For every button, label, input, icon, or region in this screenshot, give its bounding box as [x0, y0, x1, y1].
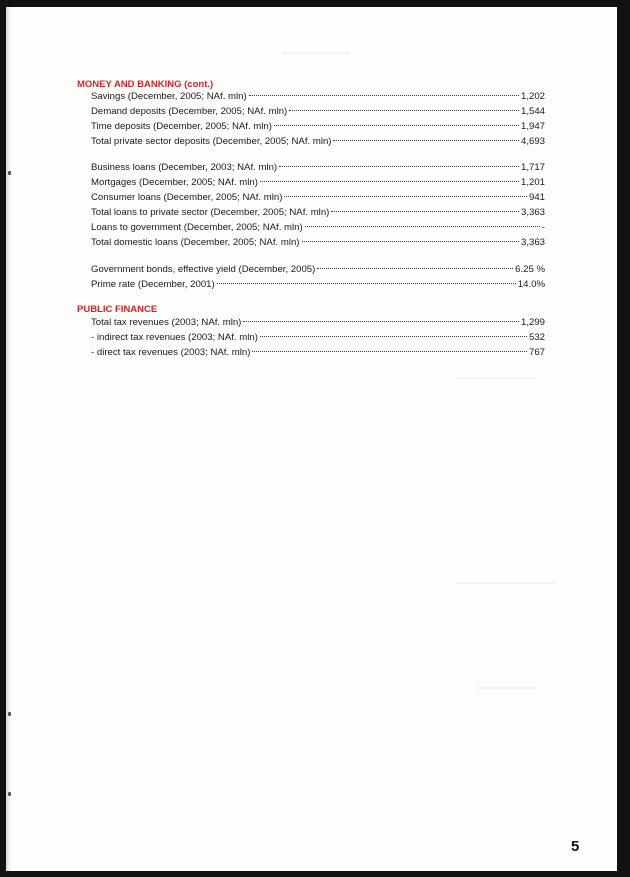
dot-leader — [260, 336, 527, 337]
section-heading-public-finance: PUBLIC FINANCE — [77, 304, 158, 315]
item-value: 14.0% — [517, 279, 545, 290]
list-item — [91, 192, 545, 206]
item-value: 1,544 — [520, 106, 545, 117]
item-value: 4,693 — [520, 136, 545, 147]
dot-leader — [243, 321, 519, 322]
item-label: Total domestic loans (December, 2005; NAf. mln) — [91, 237, 300, 248]
page-number: 5 — [571, 838, 580, 855]
item-value: 3,363 — [520, 207, 545, 218]
list-item — [91, 332, 545, 346]
binding-mark — [8, 171, 11, 175]
list-item — [91, 91, 545, 105]
item-value: 6.25 % — [515, 264, 545, 275]
dot-leader — [249, 95, 519, 96]
show-through-mark — [456, 582, 556, 584]
item-label: Consumer loans (December, 2005; NAf. mln) — [91, 192, 283, 203]
item-label: Government bonds, effective yield (December, 2005) — [91, 264, 316, 275]
item-value: - — [541, 222, 545, 233]
item-label: Savings (December, 2005; NAf. mln) — [91, 91, 247, 102]
list-item — [91, 222, 545, 236]
dot-leader — [331, 211, 519, 212]
dot-leader — [252, 351, 527, 352]
dot-leader — [260, 181, 519, 182]
list-item — [91, 121, 545, 135]
list-item — [91, 162, 545, 176]
list-item — [91, 347, 545, 361]
section-heading-money-banking: MONEY AND BANKING (cont.) — [77, 79, 214, 90]
item-value: 1,947 — [520, 121, 545, 132]
dot-leader — [317, 268, 513, 269]
list-item — [91, 279, 545, 293]
item-value: 1,201 — [520, 177, 545, 188]
item-label: - direct tax revenues (2003; NAf. mln) — [91, 347, 251, 358]
show-through-mark — [476, 687, 536, 689]
item-value: 767 — [528, 347, 545, 358]
dot-leader — [279, 166, 519, 167]
binding-mark — [8, 792, 11, 796]
page-binding-shadow — [6, 7, 11, 871]
dot-leader — [274, 125, 519, 126]
dot-leader — [289, 110, 519, 111]
item-label: Mortgages (December, 2005; NAf. mln) — [91, 177, 258, 188]
document-page — [6, 7, 617, 871]
dot-leader — [333, 140, 519, 141]
item-label: - indirect tax revenues (2003; NAf. mln) — [91, 332, 258, 343]
list-item — [91, 237, 545, 251]
list-item — [91, 177, 545, 191]
list-item — [91, 207, 545, 221]
item-value: 1,202 — [520, 91, 545, 102]
dot-leader — [302, 241, 519, 242]
binding-mark — [8, 712, 11, 716]
dot-leader — [305, 226, 540, 227]
list-item — [91, 136, 545, 150]
item-value: 1,299 — [520, 317, 545, 328]
item-value: 1,717 — [520, 162, 545, 173]
item-value: 941 — [528, 192, 545, 203]
list-item — [91, 264, 545, 278]
show-through-mark — [281, 52, 351, 54]
dot-leader — [284, 196, 527, 197]
item-label: Total tax revenues (2003; NAf. mln) — [91, 317, 242, 328]
item-value: 3,363 — [520, 237, 545, 248]
item-label: Demand deposits (December, 2005; NAf. mln) — [91, 106, 288, 117]
dot-leader — [217, 283, 516, 284]
item-value: 532 — [528, 332, 545, 343]
item-label: Total private sector deposits (December, 2005; NAf. mln) — [91, 136, 332, 147]
list-item — [91, 317, 545, 331]
item-label: Prime rate (December, 2001) — [91, 279, 215, 290]
show-through-mark — [456, 377, 536, 379]
list-item — [91, 106, 545, 120]
item-label: Time deposits (December, 2005; NAf. mln) — [91, 121, 272, 132]
item-label: Business loans (December, 2003; NAf. mln) — [91, 162, 278, 173]
item-label: Total loans to private sector (December, 2005; NAf. mln) — [91, 207, 330, 218]
item-label: Loans to government (December, 2005; NAf. mln) — [91, 222, 303, 233]
